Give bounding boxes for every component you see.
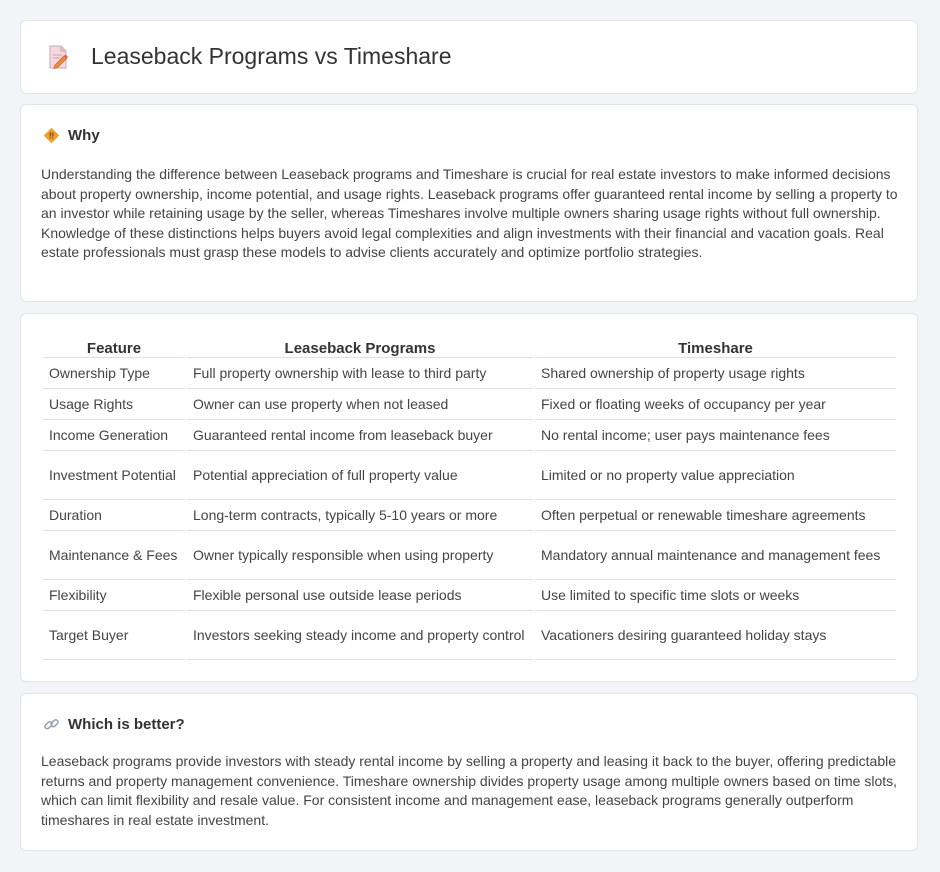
- header-timeshare: Timeshare: [535, 334, 896, 358]
- table-row: [43, 580, 896, 611]
- table-row: [43, 358, 896, 389]
- svg-text:!!: !!: [48, 131, 55, 141]
- row-timeshare: Often perpetual or renewable timeshare agreements: [535, 500, 896, 531]
- row-feature: Ownership Type: [43, 358, 185, 389]
- table-row: [43, 531, 896, 580]
- comparison-section: [20, 313, 918, 682]
- row-leaseback: Owner typically responsible when using property: [187, 531, 533, 580]
- table-header-row: [43, 334, 896, 358]
- table-row: [43, 500, 896, 531]
- why-text: Understanding the difference between Leaseback programs and Timeshare is crucial for real estate investors to make informed decisions about property ownership, income potential, and usage rights. Leaseback programs offer guaranteed rental income by selling a property to an investor while retaining usage by the seller, whereas Timeshares involve multiple owners sharing usage rights without full ownership. Knowledge of these distinctions helps buyers avoid legal complexities and align investments with their financial and vacation goals. Real estate professionals must grasp these models to advise clients accurately and optimize portfolio strategies.: [41, 166, 898, 260]
- document-edit-icon: [45, 44, 71, 70]
- title-row: [45, 43, 452, 70]
- why-title: Why: [68, 127, 100, 144]
- row-timeshare: Vacationers desiring guaranteed holiday stays: [535, 611, 896, 660]
- row-feature: Income Generation: [43, 420, 185, 451]
- row-timeshare: Fixed or floating weeks of occupancy per year: [535, 389, 896, 420]
- row-feature: Investment Potential: [43, 451, 185, 500]
- why-section: [20, 104, 918, 302]
- row-leaseback: Investors seeking steady income and property control: [187, 611, 533, 660]
- better-heading: [43, 716, 185, 733]
- row-feature: Duration: [43, 500, 185, 531]
- comparison-table: [41, 334, 898, 660]
- table-row: [43, 611, 896, 660]
- header-card: [20, 20, 918, 94]
- row-leaseback: Potential appreciation of full property value: [187, 451, 533, 500]
- row-leaseback: Long-term contracts, typically 5-10 years or more: [187, 500, 533, 531]
- header-leaseback: Leaseback Programs: [187, 334, 533, 358]
- row-feature: Flexibility: [43, 580, 185, 611]
- page-title: Leaseback Programs vs Timeshare: [91, 43, 452, 69]
- why-heading: [43, 127, 100, 144]
- diamond-warning-icon: [43, 127, 60, 144]
- header-feature: Feature: [43, 334, 185, 358]
- row-timeshare: Limited or no property value appreciation: [535, 451, 896, 500]
- table-row: [43, 420, 896, 451]
- row-timeshare: Shared ownership of property usage rights: [535, 358, 896, 389]
- row-feature: Target Buyer: [43, 611, 185, 660]
- better-title: Which is better?: [68, 716, 185, 733]
- row-timeshare: Use limited to specific time slots or weeks: [535, 580, 896, 611]
- link-icon: [43, 716, 60, 733]
- table-row: [43, 451, 896, 500]
- row-timeshare: Mandatory annual maintenance and management fees: [535, 531, 896, 580]
- which-better-section: [20, 693, 918, 851]
- row-leaseback: Guaranteed rental income from leaseback buyer: [187, 420, 533, 451]
- row-leaseback: Flexible personal use outside lease periods: [187, 580, 533, 611]
- table-row: [43, 389, 896, 420]
- row-feature: Maintenance & Fees: [43, 531, 185, 580]
- better-text: Leaseback programs provide investors with steady rental income by selling a property and leasing it back to the buyer, offering predictable returns and property management convenience. Timeshare ownership divides property usage among multiple owners based on time slots, which can limit flexibility and resale value. For consistent income and management ease, leaseback programs generally outperform timeshares in real estate investment.: [41, 753, 898, 828]
- row-leaseback: Owner can use property when not leased: [187, 389, 533, 420]
- row-timeshare: No rental income; user pays maintenance fees: [535, 420, 896, 451]
- row-feature: Usage Rights: [43, 389, 185, 420]
- row-leaseback: Full property ownership with lease to third party: [187, 358, 533, 389]
